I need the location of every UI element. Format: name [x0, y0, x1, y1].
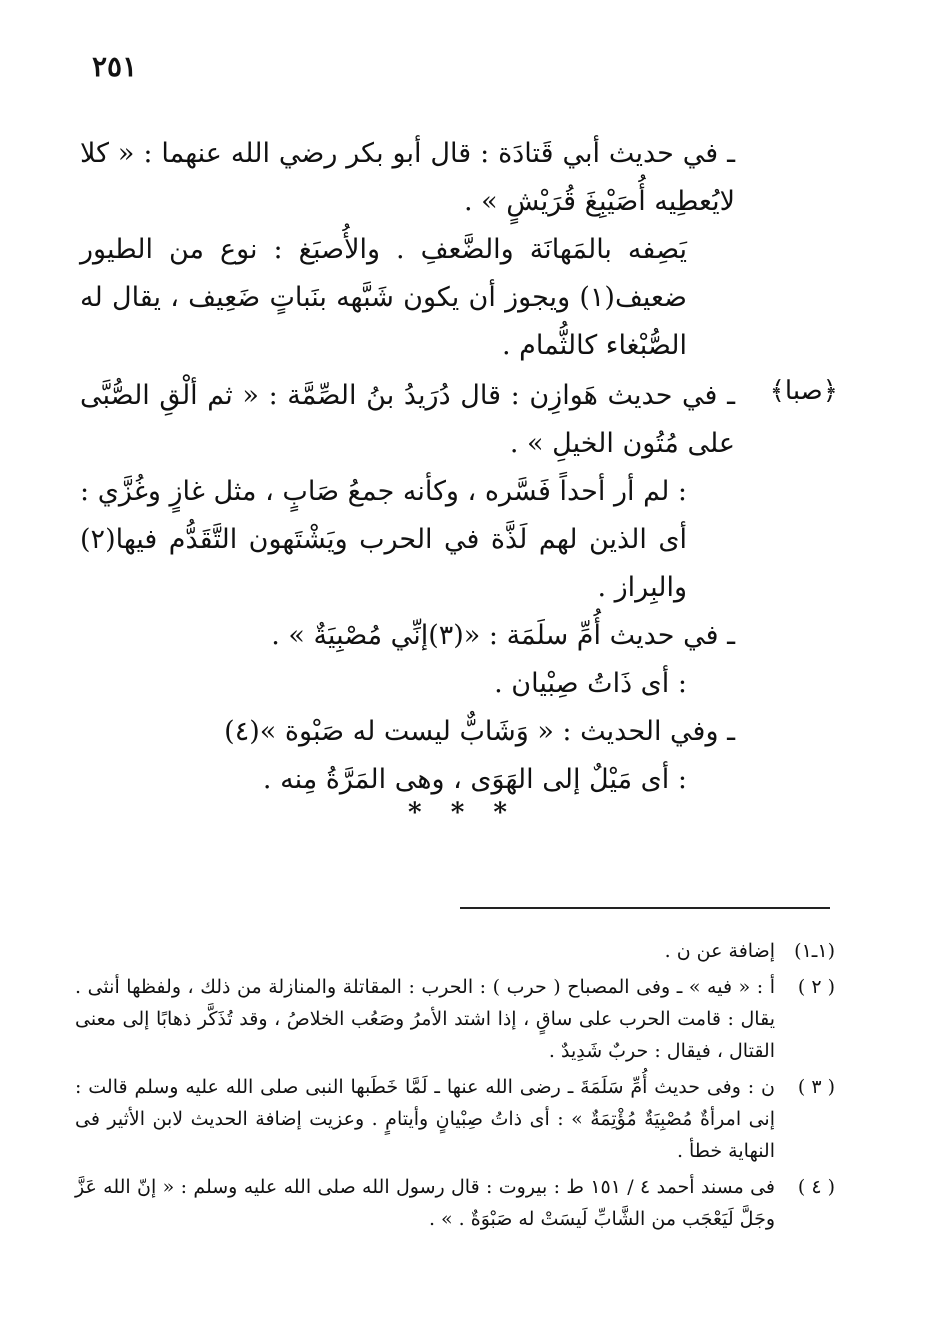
paragraph: ـ في حديث هَوازِن : قال دُرَيدُ بنُ الصِّمَّة : « ثم ألْقِ الصُّبَّى على مُتُون الخيلِ » . [80, 380, 735, 459]
footnote-mark: ( ٤ ) [797, 1176, 835, 1198]
footnote-divider [460, 907, 830, 909]
footnote [75, 1171, 835, 1235]
footnote [75, 971, 835, 1067]
footnote-text: إضافة عن ن . [664, 940, 775, 962]
footnote [75, 1071, 835, 1167]
footnote-text: فى مسند أحمد ٤ / ١٥١ ط : بيروت : قال رسول الله صلى الله عليه وسلم : « إنّ الله عَزَّ وجَلَّ لَيَعْجَب من الشَّابِّ لَيسَتْ له صَبْوَةٌ . » . [75, 1176, 776, 1230]
paragraph: : أى ذَاتُ صِبْيان . [494, 668, 687, 699]
paragraph: ـ وفي الحديث : « وَشَابٌّ ليست له صَبْوة »(٤) [224, 716, 735, 747]
main-text [80, 130, 735, 804]
footnote-mark: (١ـ١) [794, 940, 835, 962]
paragraph: : لم أر أحداً فَسَّره ، وكأنه جمعُ صَابٍ ، مثل غازٍ وغُزَّي : أى الذين لهم لَذَّة في الحرب ويَشْتَهون التَّقَدُّم فيها(٢) والبِراز . [80, 476, 687, 603]
page-number: ٢٥١ [92, 50, 138, 83]
footnote-text: أ : « فيه » ـ وفى المصباح ( حرب ) : الحرب : المقاتلة والمنازلة من ذلك ، ولفظها أنثى . يقال : قامت الحرب على ساقٍ ، إذا اشتد الأمرُ وصَعُب الخلاصُ ، وقد تُذَكَّر ذهابًا إلى معنى القتال ، فيقال : حربٌ شَدِيدٌ . [75, 976, 775, 1062]
footnote [75, 935, 835, 967]
section-separator: * * * [408, 798, 517, 828]
paragraph: : أى مَيْلٌ إلى الهَوَى ، وهى المَرَّةُ مِنه . [262, 764, 687, 795]
paragraph: ـ في حديث أُمِّ سلَمَة : «(٣)إنِّي مُصْبِيَةٌ » . [271, 620, 735, 651]
footnote-text: ن : وفى حديث أُمِّ سَلَمَةَ ـ رضى الله عنها ـ لَمَّا خَطَبها النبى صلى الله عليه وسلم قالت : إنى امرأةٌ مُصْبِيَةٌ مُؤْتِمَةٌ » : أى ذاتُ صِبْيانٍ وأيتامٍ . وعزيت إضافة الحديث لابن الأثير فى النهاية خطأ . [75, 1076, 775, 1162]
paragraph: يَصِفه بالمَهانَة والضَّعفِ . والأُصبَغ : نوع من الطيور ضعيف(١) ويجوز أن يكون شَبَّهه بنَباتٍ ضَعِيف ، يقال له الصُّبْغاء كالثُّمام . [80, 234, 687, 361]
footnote-mark: ( ٣ ) [797, 1076, 835, 1098]
paragraph: ـ في حديث أبي قَتادَة : قال أبو بكر رضي الله عنهما : « كلا لايُعطِيه أُصَيْبِغَ قُرَيْشٍ » . [80, 138, 735, 217]
entry-head: ﴿صبا﴾ [769, 376, 838, 406]
footnotes [75, 935, 835, 1239]
footnote-mark: ( ٢ ) [797, 976, 835, 998]
